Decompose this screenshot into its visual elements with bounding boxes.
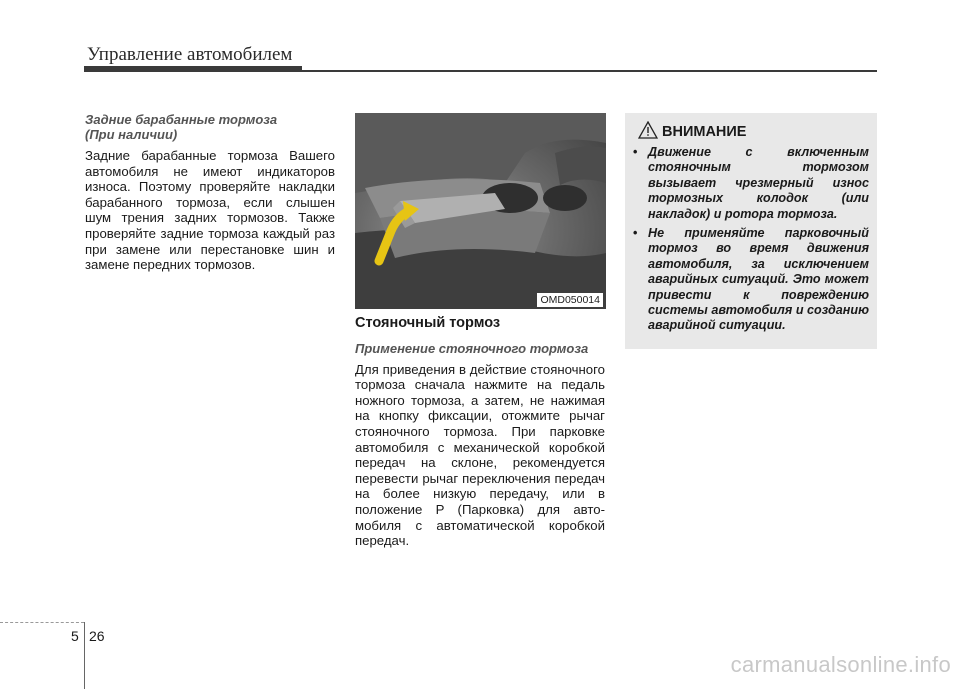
caution-list <box>631 145 869 338</box>
middle-column <box>355 316 605 549</box>
parking-brake-illustration <box>355 113 606 309</box>
header-rule <box>84 70 877 72</box>
caution-box <box>625 113 877 349</box>
warning-triangle-icon <box>638 121 658 139</box>
footer-rule <box>0 622 84 624</box>
parking-brake-subheading: Применение стояночного тормоза <box>355 340 589 356</box>
parking-brake-body: Для приведения в действие стояночного тормоза сначала нажмите на педаль ножного тормоза, а затем, не нажимая на кнопку фиксации, отожмите рычаг стояночного тормоза. При парковке автомобиля с механической коробкой передач на склоне, рекомендуется перевести рычаг переключения передач на более низкую передачу, или в положение P (Парковка) для авто-мобиля с автоматической коробкой передач. <box>355 361 605 549</box>
page-number: 26 <box>89 628 105 644</box>
page-header-title: Управление автомобилем <box>87 44 293 65</box>
footer-divider <box>84 622 85 689</box>
chapter-number: 5 <box>71 628 79 644</box>
watermark: carmanualsonline.info <box>730 652 951 677</box>
caution-title: ВНИМАНИЕ <box>662 124 747 140</box>
figure-code: OMD050014 <box>537 293 603 307</box>
caution-item: • Не применяйте парковочный тормоз во время движения автомобиля, за исключением аварийных ситуаций. Это может привести к повреждению системы автомобиля и созданию аварийной ситуации. <box>631 226 869 334</box>
drum-brakes-subheading-note: (При наличии) <box>85 127 178 142</box>
left-column <box>85 112 335 273</box>
drum-brakes-subheading: Задние барабанные тормоза <box>85 112 278 127</box>
drum-brakes-body: Задние барабанные тормоза Вашего автомобиля не имеют индикаторов износа. Поэтому проверяйте накладки барабанного тормоза, если слышен шум трения задних тормозов. Также проверяйте задние тормоза каждый раз при замене или перестановке шин и замене передних тормозов. <box>85 148 335 273</box>
parking-brake-photo <box>355 113 606 309</box>
caution-item: • Движение с включенным стояночным тормозом вызывает чрезмерный износ тормозных колодок (или накладок) и ротора тормоза. <box>631 145 869 222</box>
parking-brake-title: Стояночный тормоз <box>355 315 501 331</box>
